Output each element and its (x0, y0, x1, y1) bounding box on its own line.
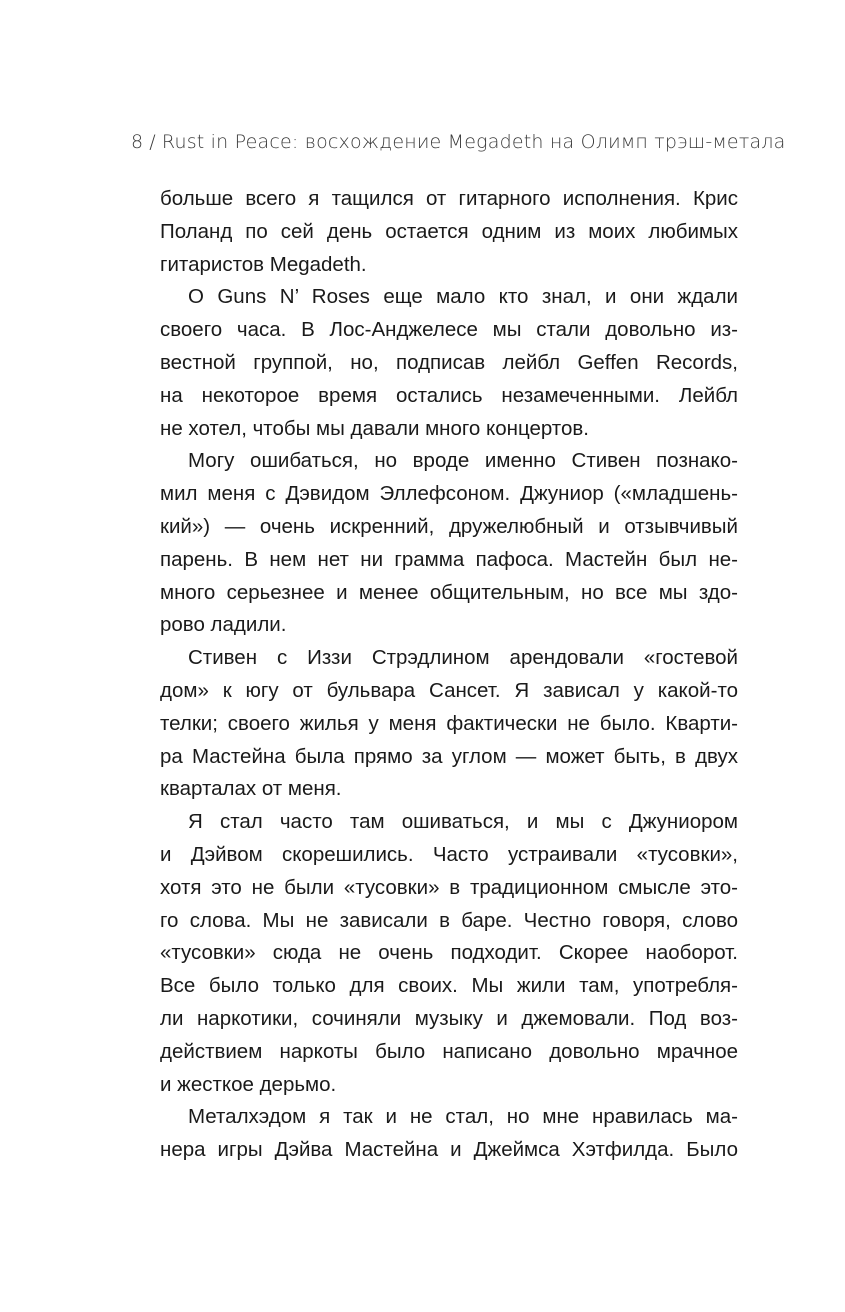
body-text (160, 183, 738, 1167)
text-line: ра Мастейна была прямо за углом — может быть, в двух (160, 744, 738, 768)
text-line: Я стал часто там ошиваться, и мы с Джуниором (188, 810, 738, 834)
text-line: дом» к югу от бульвара Сансет. Я зависал у какой-то (160, 678, 738, 702)
running-head (131, 131, 786, 153)
text-line: кий») — очень искренний, дружелюбный и отзывчивый (160, 514, 738, 538)
text-line: своего часа. В Лос-Анджелесе мы стали довольно из- (160, 318, 738, 342)
text-line: вестной группой, но, подписав лейбл Geffen Records, (160, 350, 738, 374)
text-line: Могу ошибаться, но вроде именно Стивен познако- (188, 449, 738, 473)
text-line: на некоторое время остались незамеченными. Лейбл (160, 383, 738, 407)
text-line: больше всего я тащился от гитарного исполнения. Крис (160, 187, 738, 210)
running-head-separator: / (149, 131, 156, 153)
text-line: Все было только для своих. Мы жили там, употребля- (160, 974, 738, 998)
text-line: мил меня с Дэвидом Эллефсоном. Джуниор («младшень- (160, 482, 738, 506)
text-line: нера игры Дэйва Мастейна и Джеймса Хэтфилда. Было (160, 1138, 738, 1162)
text-line: и Дэйвом скорешились. Часто устраивали «тусовки», (160, 842, 738, 866)
text-line: Поланд по сей день остается одним из моих любимых (160, 219, 738, 243)
text-line: много серьезнее и менее общительным, но все мы здо- (160, 580, 738, 604)
text-line: Стивен с Иззи Стрэдлином арендовали «гостевой (188, 646, 738, 670)
text-line: действием наркоты было написано довольно мрачное (160, 1039, 738, 1063)
text-line: рово ладили. (160, 613, 287, 637)
text-line: «тусовки» сюда не очень подходит. Скорее наоборот. (160, 941, 738, 965)
text-line: го слова. Мы не зависали в баре. Честно говоря, слово (160, 908, 738, 932)
chapter-title: Rust in Peace: восхождение Megadeth на Олимп трэш-метала (161, 131, 786, 153)
text-line: парень. В нем нет ни грамма пафоса. Мастейн был не- (160, 547, 738, 571)
text-line: гитаристов Megadeth. (160, 252, 367, 276)
text-line: и жесткое дерьмо. (160, 1072, 337, 1096)
text-line: хотя это не были «тусовки» в традиционном смысле это- (160, 875, 738, 899)
text-line: телки; своего жилья у меня фактически не было. Кварти- (160, 711, 738, 735)
page-number: 8 (131, 131, 144, 153)
text-line: О Guns N’ Roses еще мало кто знал, и они ждали (188, 285, 738, 309)
text-line: ли наркотики, сочиняли музыку и джемовали. Под воз- (160, 1006, 738, 1030)
text-line: Металхэдом я так и не стал, но мне нравилась ма- (188, 1105, 738, 1129)
text-line: кварталах от меня. (160, 777, 342, 801)
text-line: не хотел, чтобы мы давали много концертов. (160, 416, 589, 440)
